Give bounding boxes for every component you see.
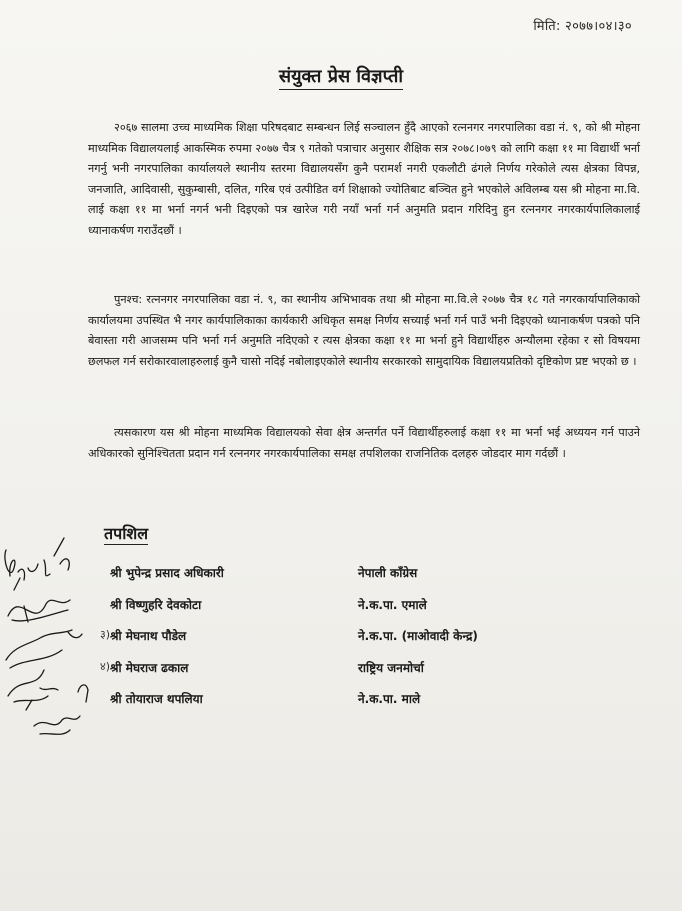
person-name: श्री भुपेन्द्र प्रसाद अधिकारी xyxy=(110,566,224,580)
table-row xyxy=(60,657,620,689)
tapashil-heading-text: तपशिल xyxy=(104,524,149,543)
person-name: श्री मेघराज ढकाल xyxy=(110,660,189,675)
person-name: श्री विष्णुहरि देवकोटा xyxy=(110,597,202,612)
table-row xyxy=(60,625,620,657)
paragraph-1-text: २०६७ सालमा उच्च माध्यमिक शिक्षा परिषदबाट सम्बन्धन लिई सञ्चालन हुँदै आएको रत्ननगर नगरपालिका वडा नं. ९, को श्री मोहना माध्यमिक विद्यालयलाई आकस्मिक रुपमा २०७७ चैत्र ९ गतेको पत्राचार अनुसार शैक्षिक सत्र २०७८।०७९ को लागि कक्षा ११ मा विद्यार्थी भर्ना नगर्नु भनी नगरपालिका कार्यालयले स्थानीय स्तरमा विद्यालयसँग कुनै परामर्श नगरी एकलौटी ढंगले निर्णय गरेकोले त्यस क्षेत्रका विपन्न, जनजाति, आदिवासी, सुकुम्बासी, दलित, गरिब एवं उत्पीडित वर्ग शिक्षाको ज्योतिबाट बञ्चित हुने भएकोले अविलम्ब यस श्री मोहना मा.वि. लाई कक्षा ११ मा भर्ना नगर्न भनी दिइएको पत्र खारेज गरी नयाँ भर्ना गर्न अनुमति प्रदान गरिदिनु हुन रत्ननगर नगरकार्यपालिकालाई ध्यानाकर्षण गराउँदछौं । xyxy=(88,121,640,237)
row-number: ४) xyxy=(100,659,111,673)
document-title xyxy=(0,64,682,88)
person-name: श्री मेघनाथ पौडेल xyxy=(110,629,187,643)
document-title-text: संयुक्त प्रेस विज्ञप्ती xyxy=(279,66,403,90)
date-line: मिति: २०७७।०४।३० xyxy=(533,19,632,34)
party-name: ने.क.पा. एमाले xyxy=(358,597,427,612)
table-row xyxy=(60,594,620,626)
paragraph-1 xyxy=(88,118,640,241)
party-name: नेपाली काँग्रेस xyxy=(358,566,418,580)
table-row xyxy=(60,562,620,594)
party-name: राष्ट्रिय जनमोर्चा xyxy=(358,660,424,675)
paragraph-2 xyxy=(88,290,640,372)
paragraph-2-text: पुनश्च: रत्ननगर नगरपालिका वडा नं. ९, का स्थानीय अभिभावक तथा श्री मोहना मा.वि.ले २०७७ चैत्र १८ गते नगरकार्यापालिकाको कार्यालयमा उपस्थित भै नगर कार्यपालिकाका कार्यकारी अधिकृत समक्ष निर्णय सच्याई भर्ना गर्न पाउँ भनी दिइएको ध्यानाकर्षण पत्रको पनि बेवास्ता गरी आजसम्म पनि भर्ना गर्न अनुमति नदिएको र त्यस क्षेत्रका कक्षा ११ मा भर्ना हुने विद्यार्थीहरु अन्यौलमा रहेका र सो विषयमा छलफल गर्न सरोकारवालाहरुलाई कुनै चासो नदिई नबोलाइएकोले स्थानीय सरकारको सामुदायिक विद्यालयप्रतिको दृष्टिकोण प्रष्ट भएको छ । xyxy=(88,293,640,368)
row-number: ३) xyxy=(100,628,111,641)
tapashil-table xyxy=(60,562,620,720)
table-row xyxy=(60,688,620,720)
party-name: ने.क.पा. माले xyxy=(358,692,421,706)
party-name: ने.क.पा. (माओवादी केन्द्र) xyxy=(358,629,478,643)
person-name: श्री तोयाराज थपलिया xyxy=(110,692,203,706)
paragraph-3 xyxy=(88,423,640,464)
paragraph-3-text: त्यसकारण यस श्री मोहना माध्यमिक विद्यालयको सेवा क्षेत्र अन्तर्गत पर्ने विद्यार्थीहरुलाई कक्षा ११ मा भर्ना भई अध्ययन गर्न पाउने अधिकारको सुनिश्चितता प्रदान गर्न रत्ननगर नगरकार्यपालिका समक्ष तपशिलका राजनितिक दलहरु जोडदार माग गर्दछौं । xyxy=(88,426,640,460)
